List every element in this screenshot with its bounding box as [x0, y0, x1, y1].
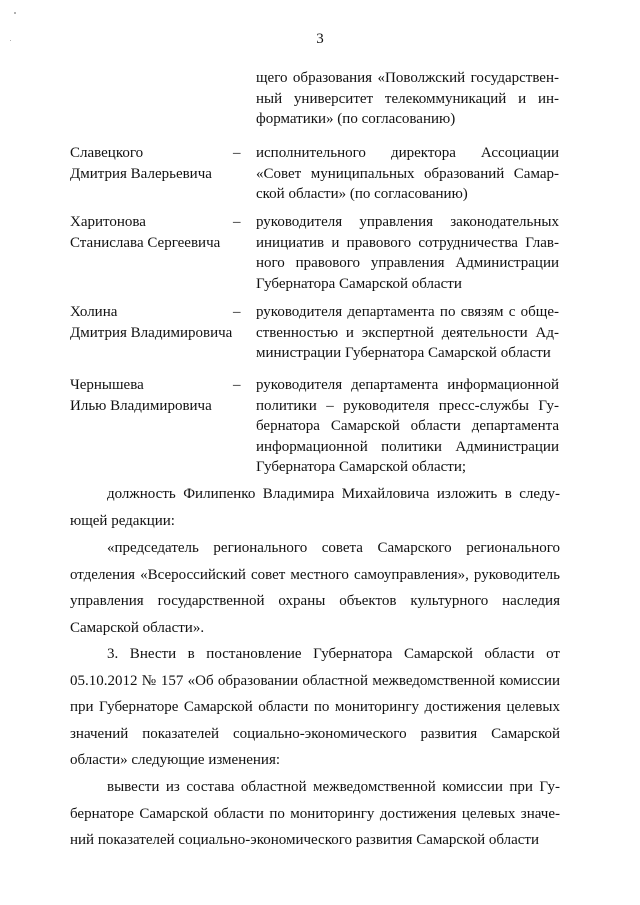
dash-separator: – — [233, 304, 241, 320]
scan-speck — [14, 12, 16, 14]
continued-role-text: щего образования «Поволжский государственный университет телекоммуникаций и информатики» (по согласованию) — [256, 70, 559, 127]
paragraph-text: 3. Внести в постановление Губернатора Самарской области от 05.10.2012 № 157 «Об образовании областной межведомственной комиссии при Губернаторе Самарской области по мониторингу достижения целевых значений показателей социально-экономического развития Самарской области» следующие изменения: — [70, 646, 560, 768]
page-number: 3 — [316, 31, 324, 47]
paragraph-text: должность Филипенко Владимира Михайловича изложить в следующей редакции: — [70, 486, 560, 529]
member-given-names: Дмитрия Валерьевича — [70, 165, 212, 182]
member-name — [70, 143, 240, 184]
paragraph-text: «председатель регионального совета Самарского регионального отделения «Всероссийский совет местного самоуправления», руководитель управления государственной охраны объектов культурного наследия Самарской области». — [70, 540, 560, 636]
member-role: руководителя департамента информационной политики – руководителя пресс-службы Губернатора Самарской области департамента информационной политики Администрации Губернатора Самарской области; — [256, 377, 559, 475]
member-role: исполнительного директора Ассоциации «Совет муниципальных образований Самарской области» (по согласованию) — [256, 145, 559, 202]
paragraph — [70, 481, 560, 534]
member-name — [70, 302, 240, 343]
dash-separator: – — [233, 214, 241, 230]
paragraph — [70, 774, 560, 854]
member-given-names: Дмитрия Владимировича — [70, 324, 233, 341]
dash-separator: – — [233, 145, 241, 161]
member-surname: Холина — [70, 304, 118, 320]
paragraph — [70, 641, 560, 774]
paragraph — [70, 535, 560, 641]
member-given-names: Илью Владимировича — [70, 397, 212, 414]
paragraph-text: вывести из состава областной межведомственной комиссии при Губернаторе Самарской области по мониторингу достижения целевых значений показателей социально-экономического развития Самарской области — [70, 779, 560, 848]
member-surname: Чернышева — [70, 377, 144, 393]
member-name — [70, 375, 240, 416]
dash-separator: – — [233, 377, 241, 393]
member-surname: Славецкого — [70, 145, 144, 161]
member-surname: Харитонова — [70, 214, 146, 230]
member-name — [70, 212, 240, 253]
member-role: руководителя управления законодательных инициатив и правового сотрудничества Главного правового управления Администрации Губернатора Самарской области — [256, 214, 559, 292]
member-given-names: Станислава Сергеевича — [70, 234, 221, 251]
member-role: руководителя департамента по связям с общественностью и экспертной деятельности Администрации Губернатора Самарской области — [256, 304, 559, 361]
